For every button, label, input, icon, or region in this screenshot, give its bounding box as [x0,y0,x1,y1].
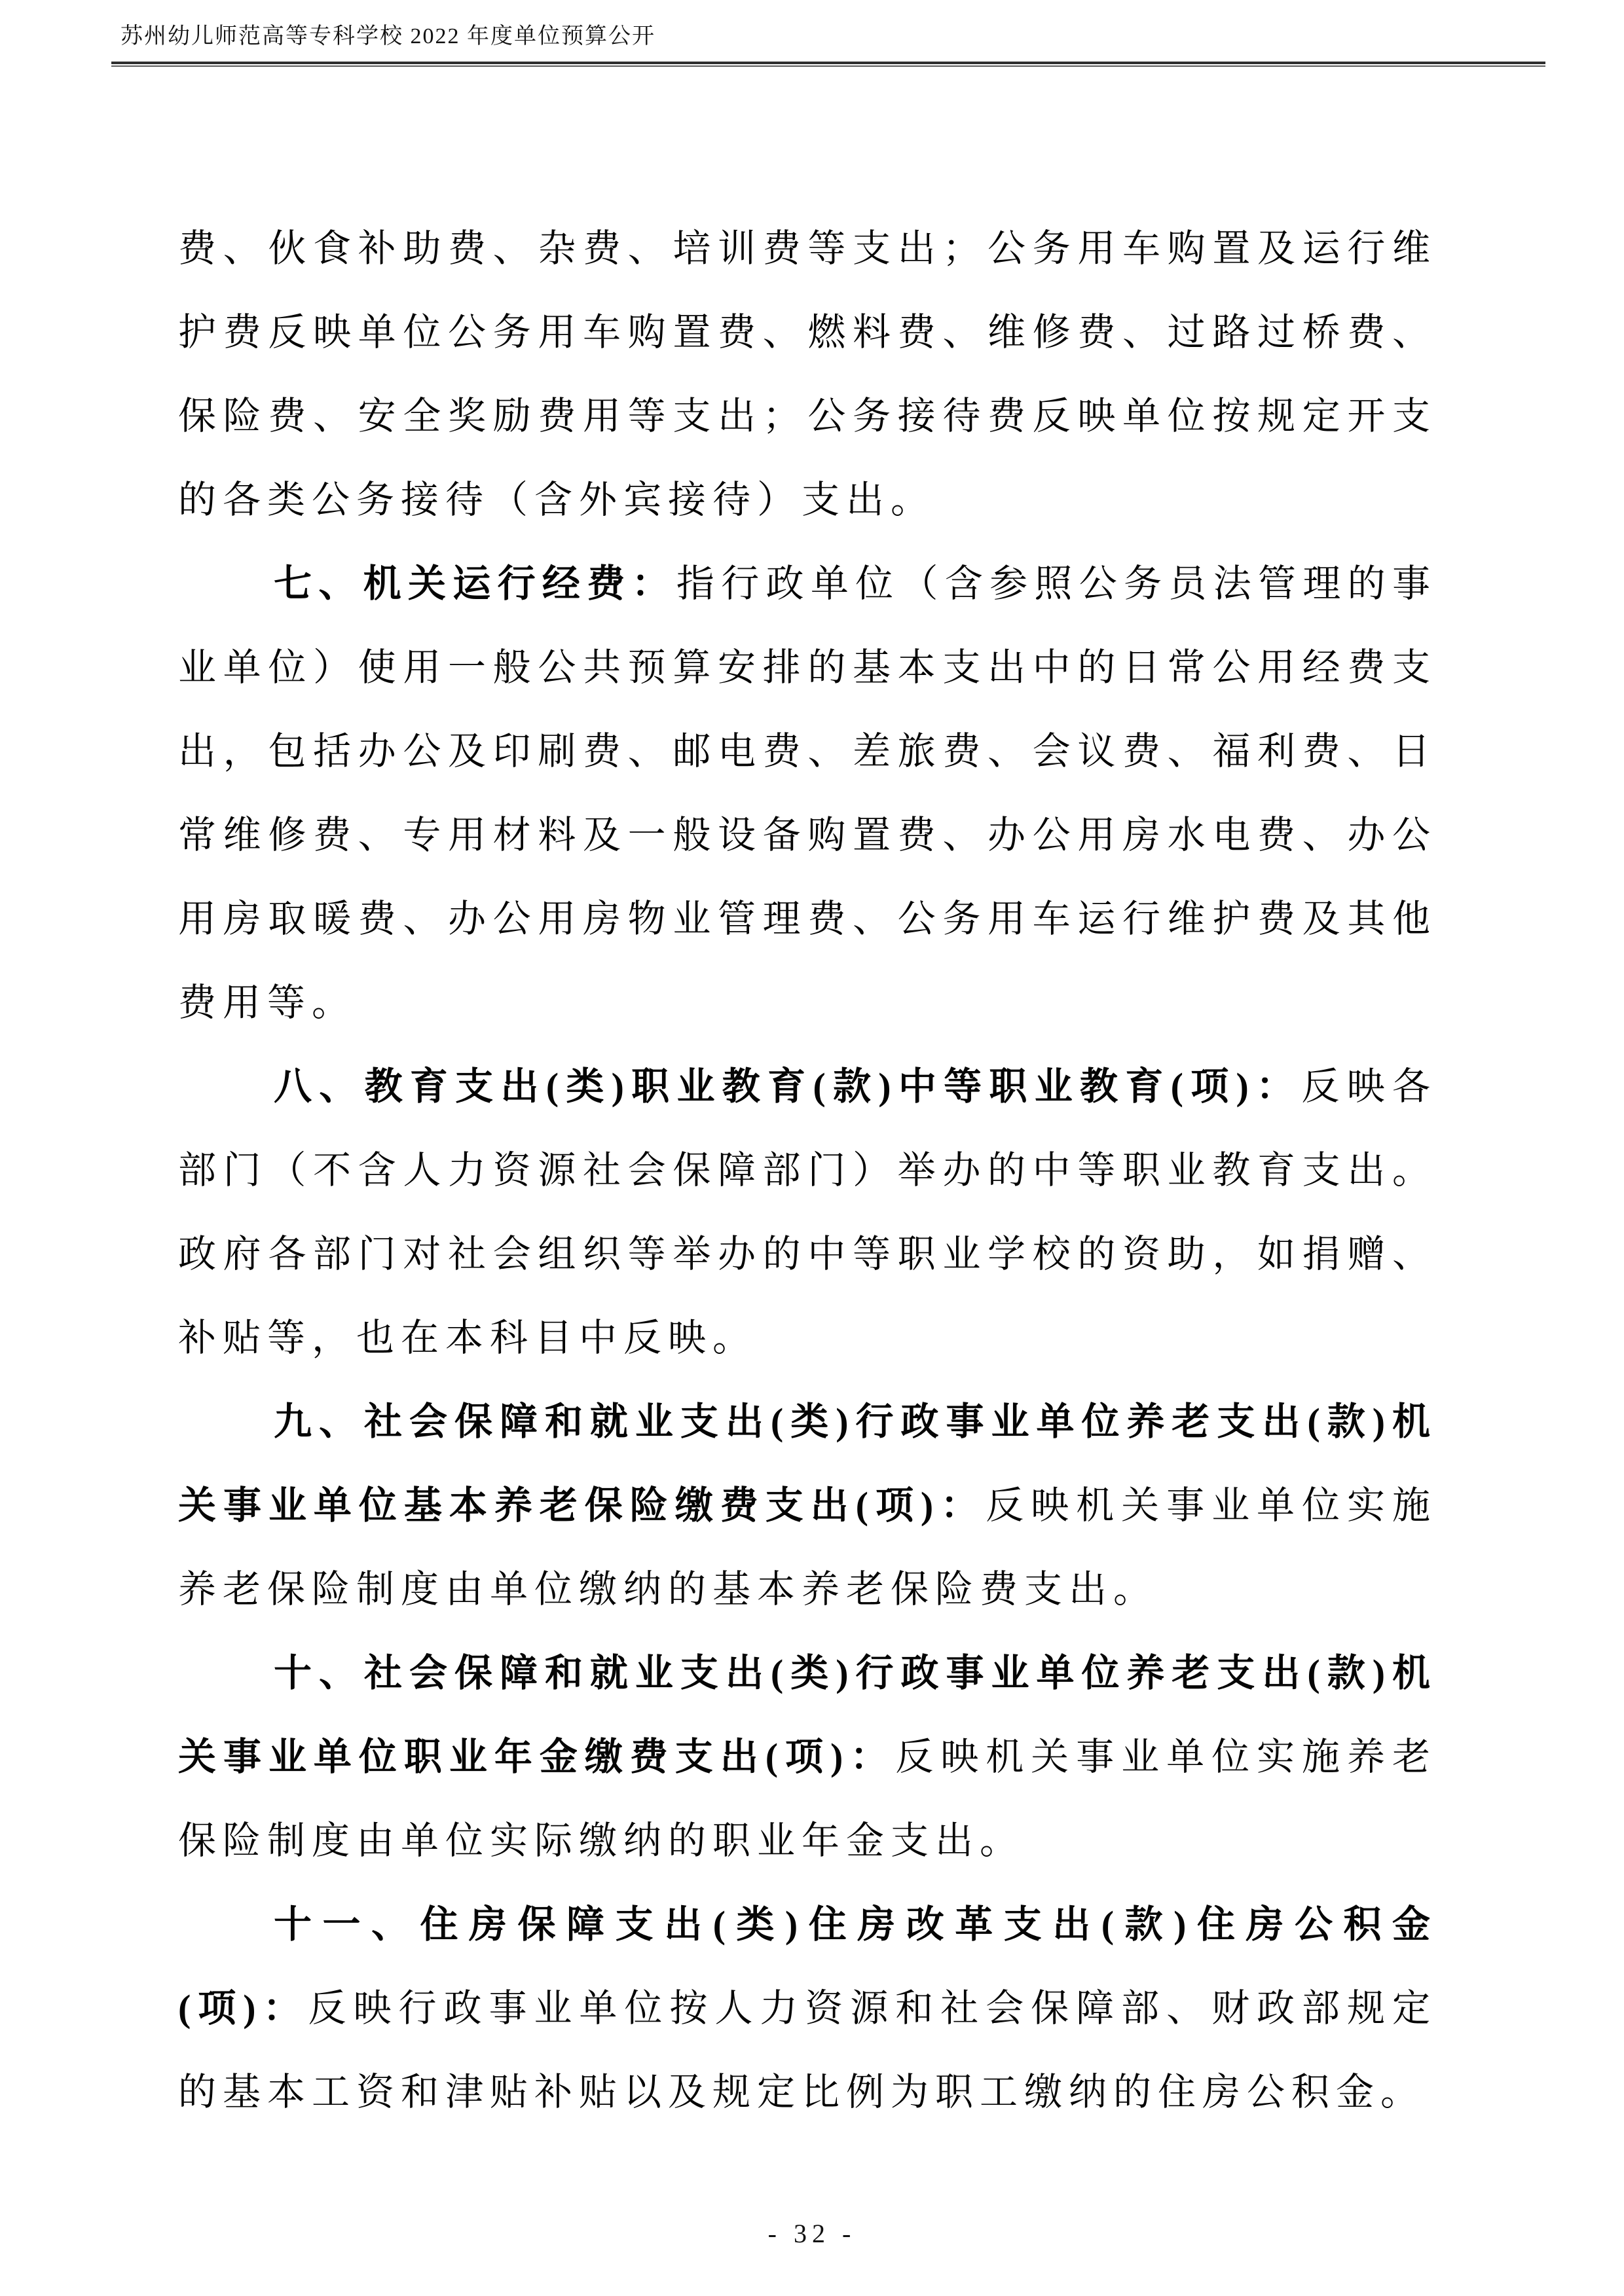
document-title: 苏州幼儿师范高等专科学校 2022 年度单位预算公开 [120,24,655,48]
paragraph-lead: 十、社会保障和就业支出(类)行政事业单位养老支出(款)机关事业单位职业年金缴费支出(项)： [178,1652,1437,1778]
paragraph-lead: 九、社会保障和就业支出(类)行政事业单位养老支出(款)机关事业单位基本养老保险缴费支出(项)： [178,1400,1437,1527]
paragraph-text: 反映各部门（不含人力资源社会保障部门）举办的中等职业教育支出。政府各部门对社会组织等举办的中等职业学校的资助，如捐赠、补贴等，也在本科目中反映。 [178,1065,1437,1359]
header-rule-divider [111,62,1545,67]
paragraph-item-11-housing-fund [178,1883,1437,2134]
paragraph-expense-continuation [178,207,1437,542]
paragraph-text: 指行政单位（含参照公务员法管理的事业单位）使用一般公共预算安排的基本支出中的日常公用经费支出，包括办公及印刷费、邮电费、差旅费、会议费、福利费、日常维修费、专用材料及一般设备购置费、办公用房水电费、办公用房取暖费、办公用房物业管理费、公务用车运行维护费及其他费用等。 [178,562,1437,1024]
paragraph-text: 反映机关事业单位实施养老保险制度由单位实际缴纳的职业年金支出。 [178,1736,1437,1862]
paragraph-lead: 八、教育支出(类)职业教育(款)中等职业教育(项)： [274,1065,1302,1108]
paragraph-text: 反映机关事业单位实施养老保险制度由单位缴纳的基本养老保险费支出。 [178,1484,1437,1611]
paragraph-item-7-operating-funds [178,542,1437,1045]
paragraph-item-8-education-expenditure [178,1045,1437,1380]
page-footer [0,2218,1624,2249]
paragraph-text: 反映行政事业单位按人力资源和社会保障部、财政部规定的基本工资和津贴补贴以及规定比例为职工缴纳的住房公积金。 [178,1987,1437,2113]
document-body [178,207,1437,2134]
page-header [111,24,1545,67]
page-number: - 32 - [767,2219,857,2248]
paragraph-item-9-pension-insurance [178,1380,1437,1631]
paragraph-text: 费、伙食补助费、杂费、培训费等支出；公务用车购置及运行维护费反映单位公务用车购置费、燃料费、维修费、过路过桥费、保险费、安全奖励费用等支出；公务接待费反映单位按规定开支的各类公务接待（含外宾接待）支出。 [178,227,1437,521]
paragraph-lead: 七、机关运行经费： [274,562,676,605]
paragraph-lead: 十一、住房保障支出(类)住房改革支出(款)住房公积金(项)： [178,1903,1437,2030]
paragraph-item-10-occupational-annuity [178,1631,1437,1883]
